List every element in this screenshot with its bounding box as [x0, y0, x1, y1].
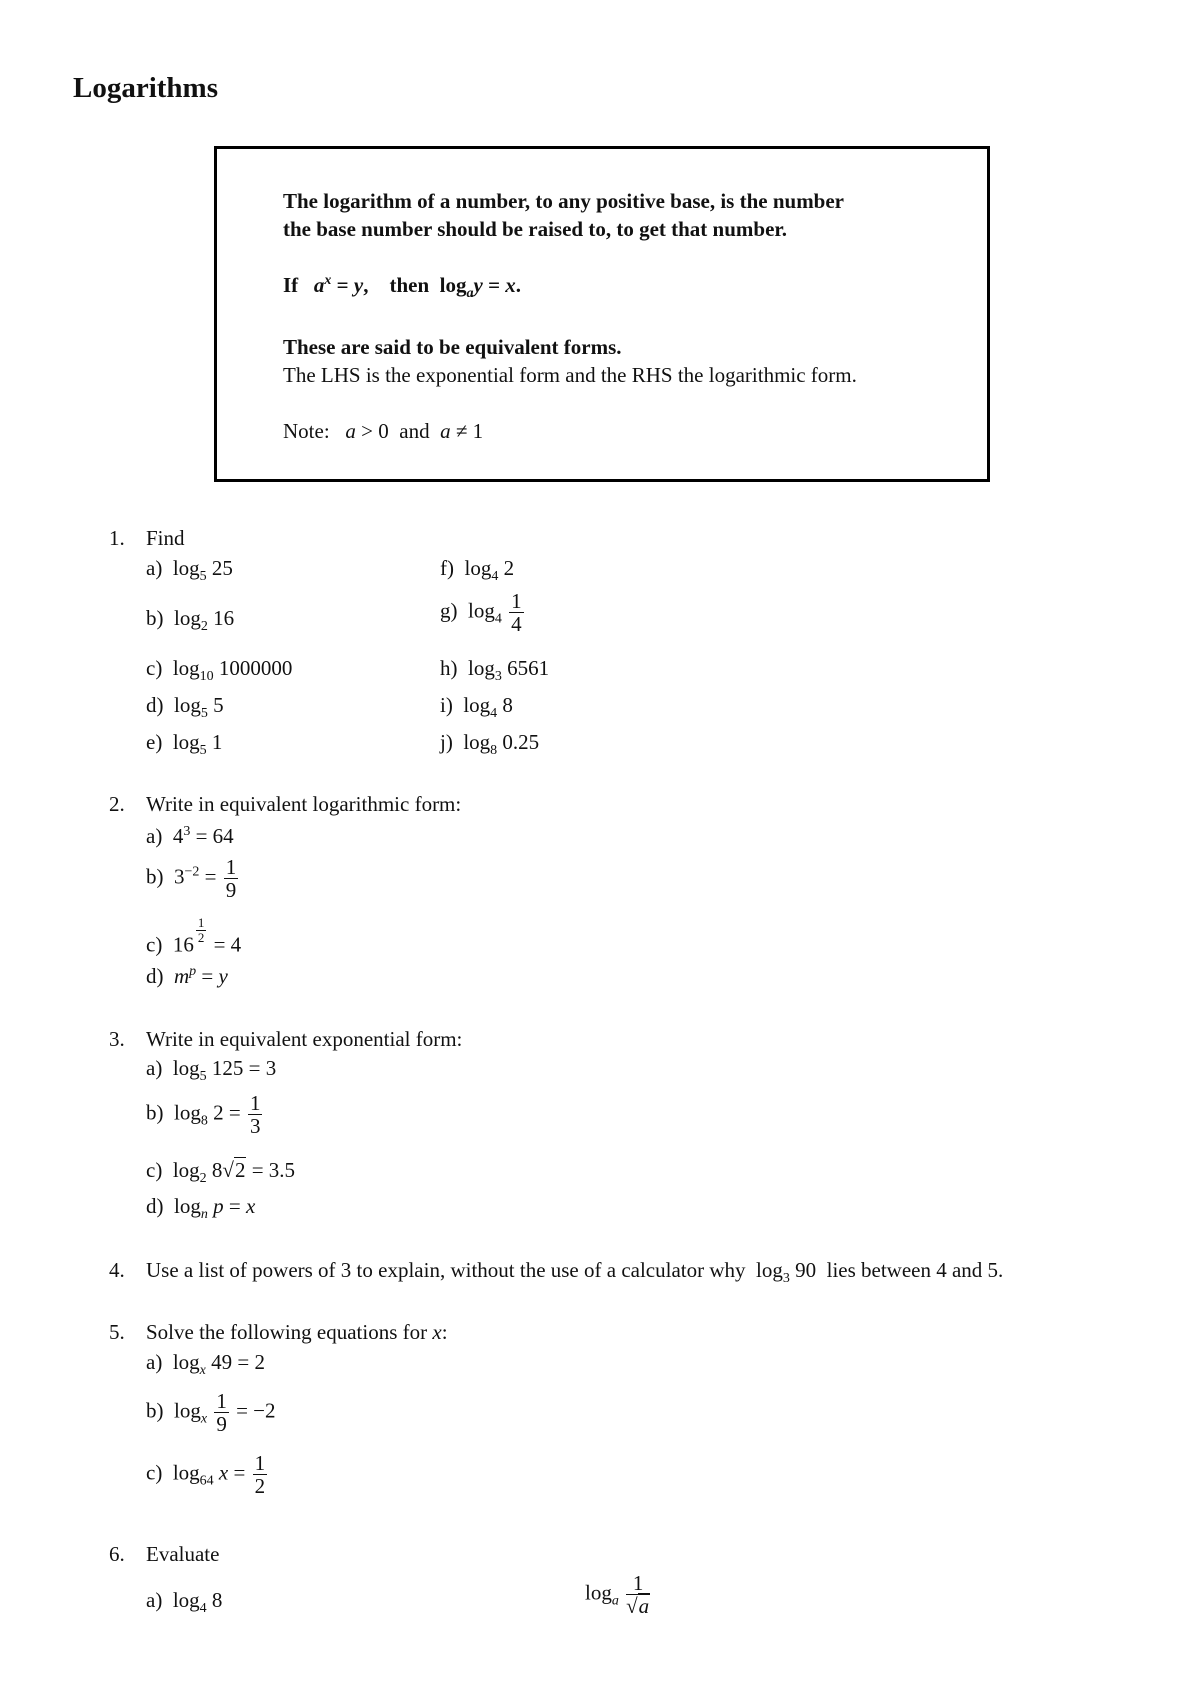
q1-number: 1.	[109, 526, 125, 550]
q6-number: 6.	[109, 1542, 125, 1566]
q1-item-c: c) $\log_{10} 1000000$	[146, 656, 293, 685]
note-line: Note: a > 0 and a ≠ 1	[283, 419, 484, 443]
q1-title: Find	[146, 526, 185, 550]
q4-number: 4.	[109, 1258, 125, 1282]
q1-item-d: d) $\log_5 5$	[146, 693, 224, 722]
q1-item-g: g) $\log_4$ $\frac{1}{4}$	[440, 589, 522, 637]
q5-item-a: a) $\log_x 49 = 2$	[146, 1350, 265, 1379]
q2-number: 2.	[109, 792, 125, 816]
q1-item-f: f) $\log_4 2$	[440, 556, 515, 585]
q3-item-d: d) $\log_n p = x$	[146, 1194, 256, 1223]
q3-number: 3.	[109, 1027, 125, 1051]
definition-line-1: The logarithm of a number, to any positive base, is the number	[283, 189, 845, 213]
q6-title: Evaluate	[146, 1542, 220, 1566]
q1-item-i: i) $\log_4 8$	[440, 693, 513, 722]
and-word: and	[399, 419, 430, 443]
definition-formula: If $a^x = y$, then $\log_ay = x$.	[283, 273, 522, 302]
lhs-rhs-text: The LHS is the exponential form and the RHS the logarithmic form.	[283, 363, 857, 387]
q1-item-h: h) $\log_3 6561$	[440, 656, 550, 685]
q5-item-c: c) $\log_{64} x$ = $\frac{1}{2}$	[146, 1451, 266, 1499]
note-label: Note:	[283, 419, 330, 443]
q3-item-b: b) $\log_8 2$ = $\frac{1}{3}$	[146, 1091, 261, 1139]
q2-title: Write in equivalent logarithmic form:	[146, 792, 462, 816]
q6-extra-expression: $\log_a$ $\frac{1}{√a}$	[585, 1571, 650, 1619]
page-title: Logarithms	[73, 72, 218, 104]
q6-item-a: a) $\log_4 8$	[146, 1588, 223, 1617]
q3-item-a: a) $\log_5 125 = 3$	[146, 1056, 277, 1085]
definition-line-2: the base number should be raised to, to get that number.	[283, 217, 788, 241]
q5-item-b: b) $\log_x$ $\frac{1}{9}$ = −2	[146, 1389, 276, 1437]
q1-item-a: a) $\log_5 25$	[146, 556, 233, 585]
if-word: If	[283, 273, 299, 297]
q2-item-d: d) $m^p = y$	[146, 964, 228, 988]
q3-title: Write in equivalent exponential form:	[146, 1027, 463, 1051]
q4-text: Use a list of powers of 3 to explain, without the use of a calculator why $\log_3 90$ lies between 4 and 5.	[146, 1258, 1004, 1287]
q1-item-b: b) $\log_2 16$	[146, 606, 235, 635]
q5-number: 5.	[109, 1320, 125, 1344]
q1-item-e: e) $\log_5 1$	[146, 730, 223, 759]
q1-item-j: j) $\log_8 0.25$	[440, 730, 540, 759]
q3-item-c: c) $\log_2 8√2 = 3.5$	[146, 1158, 296, 1187]
equivalent-forms-heading: These are said to be equivalent forms.	[283, 335, 622, 359]
q2-item-c: c) 16 $\frac{1}{2}$ = 4	[146, 915, 242, 957]
definition-box	[214, 146, 990, 482]
q2-item-a: a) $4^3 = 64$	[146, 824, 234, 848]
q5-title: Solve the following equations for x:	[146, 1320, 448, 1344]
then-word: then	[389, 273, 430, 297]
q2-item-b: b) $3^{-2}$ = $\frac{1}{9}$	[146, 855, 237, 903]
